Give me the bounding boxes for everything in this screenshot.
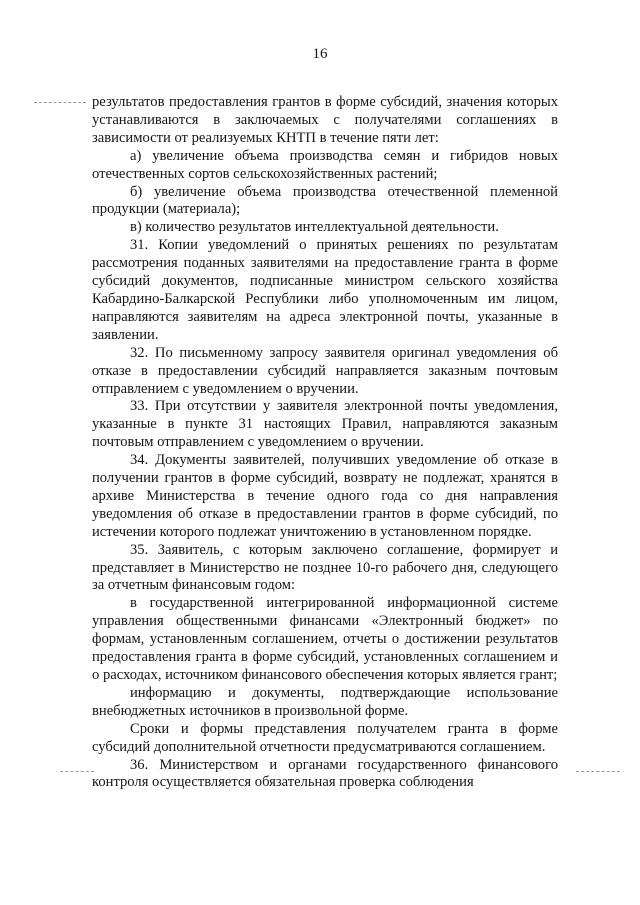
document-text [92, 94, 558, 792]
paragraph: 36. Министерством и органами государственного финансового контроля осуществляется обязательная проверка соблюдения [92, 756, 558, 791]
paragraph: в) количество результатов интеллектуальной деятельности. [130, 219, 499, 236]
scan-artifact-line [60, 771, 94, 772]
paragraph: а) увеличение объема производства семян и гибридов новых отечественных сортов сельскохозяйственных растений; [92, 147, 558, 182]
paragraph: 32. По письменному запросу заявителя оригинал уведомления об отказе в предоставлении субсидий направляется заказным почтовым отправлением с уведомлением о вручении. [92, 344, 558, 397]
paragraph: в государственной интегрированной информационной системе управления общественными финансами «Электронный бюджет» по формам, установленным соглашением, отчеты о достижении результатов предоставления гранта в форме субсидий, установленных соглашением и о расходах, источником финансового обеспечения которых является грант; [92, 595, 558, 683]
paragraph: 35. Заявитель, с которым заключено соглашение, формирует и представляет в Министерство не позднее 10-го рабочего дня, следующего за отчетным финансовым годом: [92, 541, 558, 594]
scan-artifact-line [34, 102, 86, 103]
paragraph: 33. При отсутствии у заявителя электронной почты уведомления, указанные в пункте 31 настоящих Правил, направляются заказным почтовым отправлением с уведомлением о вручении. [92, 398, 558, 451]
scan-artifact-line [576, 771, 620, 772]
paragraph: б) увеличение объема производства отечественной племенной продукции (материала); [92, 183, 558, 218]
paragraph: 34. Документы заявителей, получивших уведомление об отказе в получении грантов в форме субсидий, возврату не подлежат, хранятся в архиве Министерства в течение одного года со дня направления уведомления об отказе в предоставлении грантов в форме субсидий, по истечении которого подлежат уничтожению в установленном порядке. [92, 452, 558, 540]
paragraph: информацию и документы, подтверждающие использование внебюджетных источников в произвольной форме. [92, 684, 558, 719]
paragraph: 31. Копии уведомлений о принятых решениях по результатам рассмотрения поданных заявителями на предоставление гранта в форме субсидий документов, подписанные министром сельского хозяйства Кабардино-Балкарской Республики либо уполномоченным им лицом, направляются заявителям на адреса электронной почты, указанные в заявлении. [92, 237, 558, 343]
paragraph: Сроки и формы представления получателем гранта в форме субсидий дополнительной отчетности предусматриваются соглашением. [92, 720, 558, 755]
paragraph: результатов предоставления грантов в форме субсидий, значения которых устанавливаются в заключаемых с получателями соглашениях в зависимости от реализуемых КНТП в течение пяти лет: [92, 94, 558, 146]
page-number: 16 [312, 46, 328, 62]
